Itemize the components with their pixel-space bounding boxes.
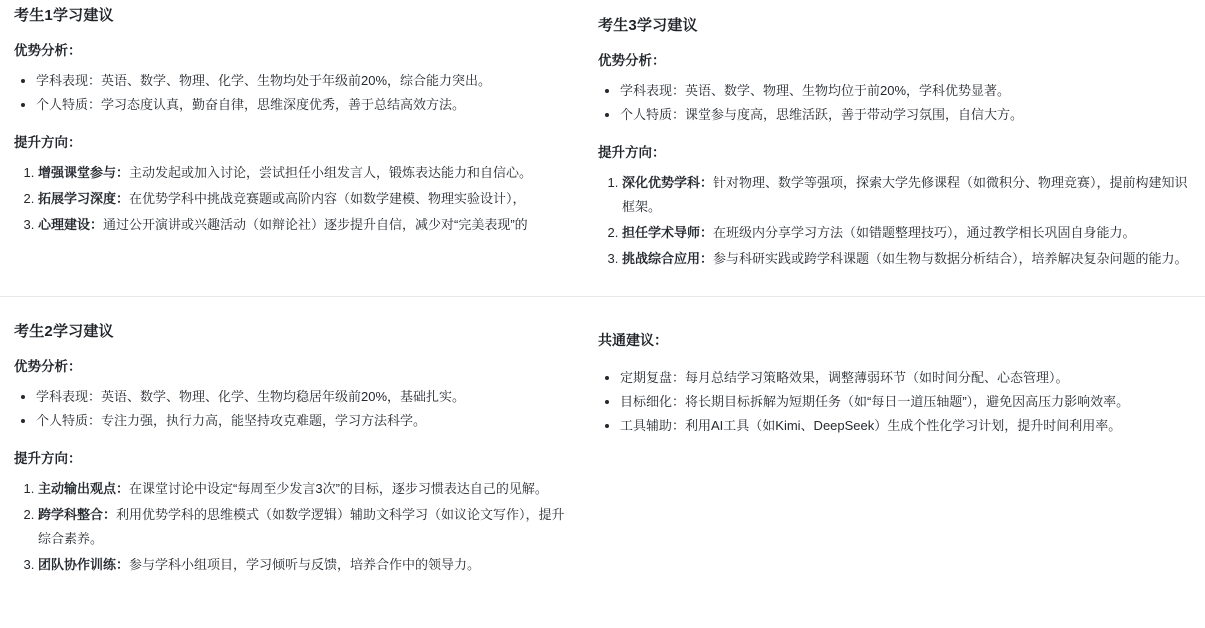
- candidate-1-strength-list: [14, 69, 574, 117]
- candidate-1-section: [14, 4, 574, 239]
- list-item: • 工具辅助：利用AI工具（如Kimi、DeepSeek）生成个性化学习计划，提升时间利用率。: [620, 414, 1193, 438]
- item-text: 参与科研实践或跨学科课题（如生物与数据分析结合），培养解决复杂问题的能力。: [713, 251, 1188, 267]
- candidate-2-section: [14, 320, 574, 579]
- item-text: 利用优势学科的思维模式（如数学逻辑）辅助文科学习（如议论文写作），提升综合素养。: [38, 507, 565, 547]
- candidate-3-title: 考生3学习建议: [598, 17, 698, 34]
- item-text: 针对物理、数学等强项，探索大学先修课程（如微积分、物理竞赛），提前构建知识框架。: [622, 175, 1188, 215]
- item-text: 通过公开演讲或兴趣活动（如辩论社）逐步提升自信，减少对“完美表现”的: [103, 217, 528, 233]
- section-divider: [0, 296, 1205, 297]
- common-advice-list: [598, 366, 1193, 438]
- item-label: 拓展学习深度：: [38, 191, 130, 207]
- item-label: 增强课堂参与：: [38, 165, 130, 181]
- list-item: • 个人特质：学习态度认真，勤奋自律，思维深度优秀，善于总结高效方法。: [36, 93, 574, 117]
- candidate-2-improve-heading: 提升方向：: [14, 451, 82, 467]
- list-item: [622, 171, 1193, 219]
- common-advice-title: 共通建议：: [598, 332, 668, 348]
- list-item: • 个人特质：课堂参与度高，思维活跃，善于带动学习氛围，自信大方。: [620, 103, 1193, 127]
- list-item: • 定期复盘：每月总结学习策略效果，调整薄弱环节（如时间分配、心态管理）。: [620, 366, 1193, 390]
- list-item: • 个人特质：专注力强，执行力高，能坚持攻克难题，学习方法科学。: [36, 409, 574, 433]
- item-label: 主动输出观点：: [38, 481, 130, 497]
- candidate-1-strength-heading: 优势分析：: [14, 43, 82, 58]
- list-item: [38, 477, 574, 501]
- item-label: 深化优势学科：: [622, 175, 714, 191]
- item-text: 主动发起或加入讨论，尝试担任小组发言人，锻炼表达能力和自信心。: [129, 165, 533, 181]
- candidate-3-strength-heading: 优势分析：: [598, 53, 666, 68]
- list-item: [38, 161, 574, 185]
- candidate-3-strength-list: [598, 79, 1193, 127]
- item-text: 参与学科小组项目，学习倾听与反馈，培养合作中的领导力。: [129, 557, 481, 573]
- item-label: 担任学术导师：: [622, 225, 714, 241]
- list-item: [38, 187, 574, 211]
- candidate-3-section: [598, 14, 1193, 273]
- list-item: [622, 247, 1193, 271]
- item-text: 在优势学科中挑战竞赛题或高阶内容（如数学建模、物理实验设计），: [129, 191, 526, 207]
- list-item: • 学科表现：英语、数学、物理、化学、生物均处于年级前20%，综合能力突出。: [36, 69, 574, 93]
- item-label: 挑战综合应用：: [622, 251, 714, 267]
- candidate-3-improve-heading: 提升方向：: [598, 145, 666, 161]
- item-text: 在班级内分享学习方法（如错题整理技巧），通过教学相长巩固自身能力。: [713, 225, 1136, 241]
- candidate-2-improve-list: [14, 477, 574, 577]
- list-item: [38, 503, 574, 551]
- candidate-2-strength-heading: 优势分析：: [14, 359, 82, 374]
- item-text: 在课堂讨论中设定“每周至少发言3次”的目标，逐步习惯表达自己的见解。: [129, 481, 548, 497]
- candidate-1-improve-heading: 提升方向：: [14, 135, 82, 151]
- candidate-2-title: 考生2学习建议: [14, 323, 114, 340]
- candidate-2-strength-list: [14, 385, 574, 433]
- list-item: [38, 213, 574, 237]
- candidate-3-improve-list: [598, 171, 1193, 271]
- common-advice-section: [598, 330, 1193, 452]
- item-label: 心理建设：: [38, 217, 104, 233]
- candidate-1-title: 考生1学习建议: [14, 7, 114, 24]
- list-item: • 学科表现：英语、数学、物理、化学、生物均稳居年级前20%，基础扎实。: [36, 385, 574, 409]
- candidate-1-improve-list: [14, 161, 574, 237]
- item-label: 跨学科整合：: [38, 507, 117, 523]
- list-item: • 目标细化：将长期目标拆解为短期任务（如“每日一道压轴题”），避免因高压力影响效率。: [620, 390, 1193, 414]
- list-item: [622, 221, 1193, 245]
- list-item: • 学科表现：英语、数学、物理、生物均位于前20%，学科优势显著。: [620, 79, 1193, 103]
- list-item: [38, 553, 574, 577]
- item-label: 团队协作训练：: [38, 557, 130, 573]
